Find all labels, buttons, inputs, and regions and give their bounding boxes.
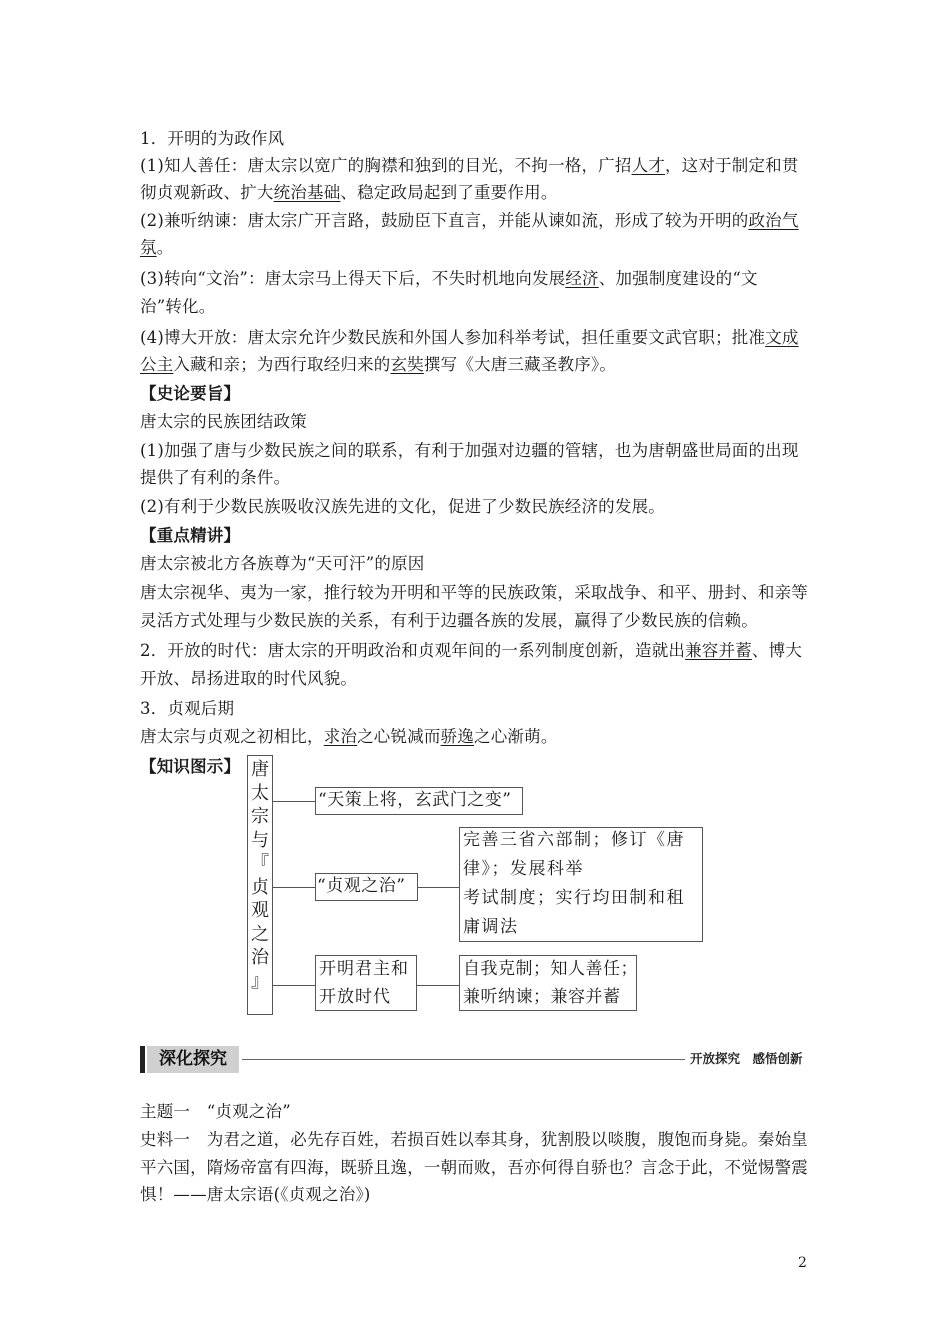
text-line [140, 210, 815, 232]
underlined-keyword: 骄逸 [440, 727, 475, 746]
page-number: 2 [798, 1255, 807, 1271]
text-line [140, 496, 815, 518]
root-char: 与 [251, 829, 269, 851]
text-segment: 提供了有利的条件。 [140, 468, 291, 487]
detail-line: 庸调法 [463, 917, 519, 937]
text-segment: 1．开明的为政作风 [140, 129, 285, 148]
underlined-keyword: 兼容并蓄 [685, 641, 752, 660]
text-line [140, 327, 815, 349]
text-line [140, 553, 815, 575]
text-line [140, 440, 815, 462]
text-line [140, 128, 815, 150]
text-line [140, 296, 815, 318]
branch-label-3: 开明君主和 [319, 959, 409, 979]
detail-line: 律》；发展科举 [463, 859, 584, 879]
section-title: 深化探究 [147, 1046, 239, 1073]
root-char: 』 [251, 970, 269, 992]
root-char: 之 [251, 923, 269, 945]
underlined-keyword: 文成 [765, 328, 799, 347]
text-line [140, 668, 815, 690]
text-segment: 入藏和亲；为西行取经归来的 [173, 355, 391, 374]
text-segment: 唐太宗视华、夷为一家，推行较为开明和平等的民族政策，采取战争、和平、册封、和亲等 [140, 583, 808, 602]
text-segment: 治”转化。 [140, 297, 216, 316]
branch-label-3: 开放时代 [319, 987, 391, 1007]
root-char: 唐 [251, 759, 269, 780]
root-char: 太 [251, 782, 269, 804]
section-heading: 【知识图示】 [140, 757, 241, 776]
text-segment: (4)博大开放：唐太宗允许少数民族和外国人参加科举考试，担任重要文武官职；批准 [140, 328, 766, 347]
underlined-keyword: 政治气 [748, 211, 799, 230]
text-line [140, 383, 815, 405]
diagram-root-label [249, 758, 271, 993]
text-line [140, 640, 815, 662]
text-line [140, 756, 815, 778]
text-line [140, 155, 815, 177]
text-segment: 撰写《大唐三藏圣教序》。 [423, 355, 617, 374]
text-line [140, 467, 815, 489]
underlined-keyword: 经济 [565, 269, 599, 288]
detail-line: 考试制度；实行均田制和租 [463, 888, 685, 908]
text-segment: 平六国，隋炀帝富有四海，既骄且逸，一朝而败，吾亦何得自骄也？言念于此，不觉惕警震 [140, 1158, 808, 1177]
text-line [140, 610, 815, 632]
text-segment: 唐太宗被北方各族尊为“天可汗”的原因 [140, 554, 425, 573]
text-segment: 彻贞观新政、扩大 [140, 183, 274, 202]
branch-label-2: “贞观之治” [317, 876, 406, 896]
connector-line [273, 985, 315, 986]
text-segment: 2．开放的时代：唐太宗的开明政治和贞观年间的一系列制度创新，造就出 [140, 641, 686, 660]
text-segment: 唐太宗与贞观之初相比， [140, 727, 324, 746]
section-marker [140, 1046, 145, 1073]
section-subtitle: 开放探究 感悟创新 [690, 1051, 803, 1066]
root-char: 贞 [251, 876, 269, 898]
underlined-keyword: 统治基础 [273, 183, 341, 202]
text-line [140, 726, 815, 748]
text-line [140, 698, 815, 720]
text-segment: 、稳定政局起到了重要作用。 [340, 183, 558, 202]
text-segment: 唐太宗的民族团结政策 [140, 412, 307, 431]
root-char: 治 [251, 947, 269, 968]
text-line [140, 1129, 815, 1151]
text-line [140, 1157, 815, 1179]
underlined-keyword: 玄奘 [390, 355, 424, 374]
text-segment: 之心渐萌。 [474, 727, 558, 746]
connector-line [273, 887, 315, 888]
text-segment: (2)有利于少数民族吸收汉族先进的文化，促进了少数民族经济的发展。 [140, 497, 665, 516]
text-segment: 、加强制度建设的“文 [598, 269, 758, 288]
detail-line: 自我克制；知人善任； [463, 959, 638, 979]
text-segment: (3)转向“文治”：唐太宗马上得天下后，不失时机地向发展 [140, 269, 566, 288]
section-rule [242, 1059, 685, 1060]
text-segment: 惧！——唐太宗语(《贞观之治》) [140, 1185, 371, 1204]
text-segment: 之心锐减而 [357, 727, 441, 746]
text-segment: (2)兼听纳谏：唐太宗广开言路，鼓励臣下直言，并能从谏如流，形成了较为开明的 [140, 211, 749, 230]
section-heading: 【重点精讲】 [140, 526, 241, 545]
root-char: 观 [251, 900, 269, 921]
underlined-keyword: 人才 [631, 156, 665, 175]
text-line [140, 1101, 815, 1123]
text-line [140, 268, 815, 290]
text-segment: 开放、昂扬进取的时代风貌。 [140, 669, 358, 688]
text-line [140, 525, 815, 547]
detail-line: 兼听纳谏；兼容并蓄 [463, 987, 621, 1007]
text-segment: ，这对于制定和贯 [664, 156, 799, 175]
text-line [140, 354, 815, 376]
root-char: 宗 [251, 806, 269, 827]
connector-line [273, 801, 315, 802]
underlined-keyword: 公主 [140, 355, 174, 374]
underlined-keyword: 求治 [323, 727, 358, 746]
text-line [140, 1184, 815, 1206]
text-segment: 。 [156, 238, 174, 257]
text-segment: (1)知人善任：唐太宗以宽广的胸襟和独到的目光，不拘一格，广招 [140, 156, 632, 175]
text-line [140, 411, 815, 433]
underlined-keyword: 氛 [140, 238, 157, 257]
text-segment: 3．贞观后期 [140, 699, 235, 718]
section-heading: 【史论要旨】 [140, 384, 241, 403]
text-segment: 灵活方式处理与少数民族的关系，有利于边疆各族的发展，赢得了少数民族的信赖。 [140, 611, 758, 630]
root-char: 『 [251, 853, 269, 874]
detail-line: 完善三省六部制；修订《唐 [463, 830, 685, 850]
text-line [140, 582, 815, 604]
branch-label-1: “天策上将，玄武门之变” [318, 790, 512, 810]
connector-line [417, 985, 460, 986]
text-line [140, 237, 815, 259]
text-segment: 、博大 [751, 641, 803, 660]
text-segment: (1)加强了唐与少数民族之间的联系，有利于加强对边疆的管辖，也为唐朝盛世局面的出现 [140, 441, 799, 460]
text-segment: 史料一 为君之道，必先存百姓，若损百姓以奉其身，犹割股以啖腹，腹饱而身毙。秦始皇 [140, 1130, 808, 1149]
connector-line [418, 887, 460, 888]
text-line [140, 182, 815, 204]
text-segment: 主题一 “贞观之治” [140, 1102, 291, 1121]
